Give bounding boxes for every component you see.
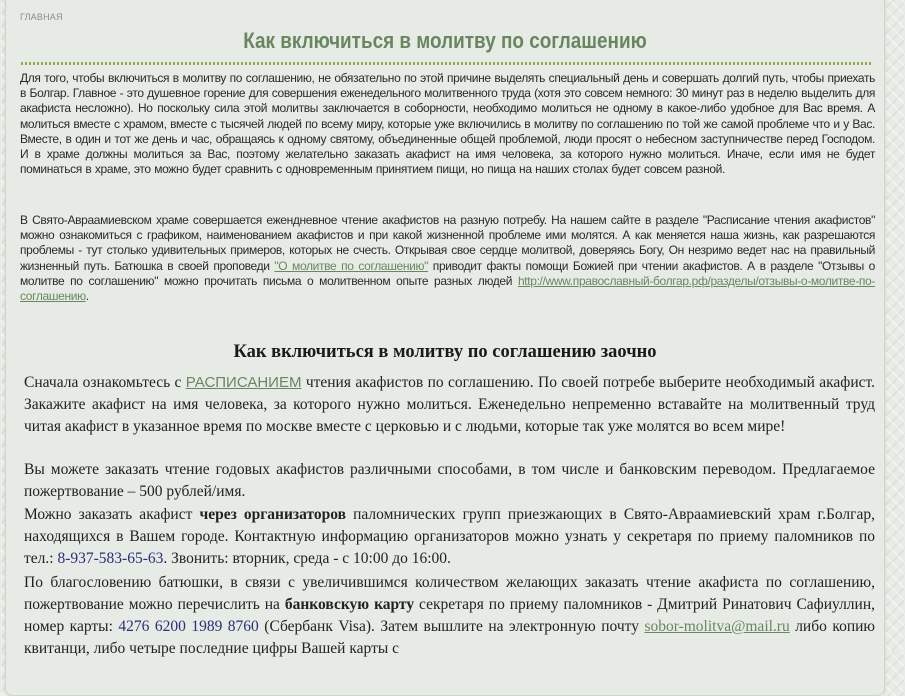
phone-number[interactable]: 8-937-583-65-63 bbox=[57, 550, 164, 567]
s4-text-b: секретаря по приему паломников - Дмитрий Ринатович Сафиуллин, номер карты: bbox=[24, 596, 875, 635]
intro-text-2b: приводит факты помощи Божией при чтении акафистов. А в разделе "Отзывы о молитве по соглашению" можно прочитать письма о молитвенном опыте разных людей bbox=[20, 258, 875, 288]
page-title: Как включиться в молитву по соглашению bbox=[243, 28, 647, 53]
section-paragraph-1 bbox=[24, 372, 875, 438]
s4-text-a: По благословению батюшки, в связи с увеличившимся количеством желающих заказать чтение акафиста по соглашению, пожертвование можно перечислить на bbox=[24, 574, 875, 613]
title-divider bbox=[21, 62, 873, 65]
breadcrumb-home[interactable]: ГЛАВНАЯ bbox=[20, 12, 63, 22]
intro-paragraph-1 bbox=[20, 71, 875, 177]
schedule-link[interactable]: РАСПИСАНИЕМ bbox=[185, 374, 302, 391]
s3-text-c: . Звонить: вторник, среда - с 10:00 до 16:00. bbox=[163, 550, 451, 567]
content-panel bbox=[5, 0, 885, 696]
intro-text-1: Для того, чтобы включиться в молитву по соглашению, не обязательно по этой причине выделять специальный день и совершать долгий путь, чтобы приехать в Болгар. Главное - это душевное горение для совершения еженедельного молитвенного труда (хотя это совсем немного: 30 минут раз в неделю выделить для акафиста несложно). Но поскольку сила этой молитвы заключается в соборности, необходимо молиться не одному в какое-либо удобное для Вас время. А молиться вместе с храмом, вместе с тысячей людей по всему миру, которые уже включились в молитву по соглашению по той же самой проблеме что и у Вас. Вместе, в один и тот же день и час, обращаясь к одному святому, объединенные общей проблемой, люди просят о небесном заступничестве перед Господом. И в храме должны молиться за Вас, поэтому желательно заказать акафист на имя человека, за которого нужно молиться. Иначе, если имя не будет поминаться в храме, это можно будет сравнить с одновременным принятием пищи, но пища на наших столах будет совсем разной. bbox=[20, 71, 875, 177]
email-link[interactable]: sobor-molitva@mail.ru bbox=[644, 618, 790, 635]
section-paragraph-2 bbox=[24, 459, 875, 503]
s2-text: Вы можете заказать чтение годовых акафистов различными способами, в том числе и банковским переводом. Предлагаемое пожертвование – 500 рублей/имя. bbox=[24, 461, 875, 500]
s4-text-d: либо копию квитанци, либо четыре последние цифры Вашей карты с bbox=[24, 618, 876, 657]
intro-text-2a: В Свято-Авраамиевском храме совершается ежендневное чтение акафистов на разную потребу. На нашем сайте в разделе "Расписание чтения акафистов" можно ознакомиться с графиком, наименованием акафистов и при какой жизненной проблеме ими молятся. А как меняется наша жизнь, как разрешаются проблемы - тут столько удивительных примеров, которых не счесть. Открывая свое сердце молитвой, доверяясь Богу, Он незримо ведет нас на правильный жизненный путь. Батюшка в своей проповеди bbox=[20, 213, 875, 273]
s1-text-a: Сначала ознакомьтесь с bbox=[24, 374, 186, 391]
card-number: 4276 6200 1989 8760 bbox=[118, 618, 259, 635]
section-paragraph-3 bbox=[24, 504, 875, 570]
s1-text-b: чтения акафистов по соглашению. По своей потребе выберите необходимый акафист. Закажите акафист на имя человека, за которого нужно молиться. Еженедельно непременно вставайте на молитвенный труд читая акафист в указанное время по москве вместе с церковью и с людьми, которые так уже молятся во всем мире! bbox=[24, 374, 876, 435]
section-paragraph-4 bbox=[24, 572, 875, 660]
reviews-link[interactable]: http://www.православный-болгар.рф/разделы/отзывы-о-молитве-по-соглашению bbox=[20, 273, 875, 304]
s4-bold: банковскую карту bbox=[284, 596, 415, 613]
s3-text-b: паломнических групп приезжающих в Свято-Авраамиевский храм г.Болгар, находящихся в Вашем городе. Контактную информацию организаторов можно узнать у секретаря по приему паломников по тел.: bbox=[24, 506, 876, 567]
intro-text-2-end: . bbox=[85, 289, 89, 304]
s4-text-c: (Сбербанк Visa). Затем вышлите на электронную почту bbox=[258, 618, 645, 635]
section-heading: Как включиться в молитву по соглашению заочно bbox=[233, 342, 657, 362]
s3-text-a: Можно заказать акафист bbox=[24, 506, 200, 523]
s3-bold: через организаторов bbox=[199, 506, 347, 523]
intro-paragraph-2 bbox=[20, 213, 875, 304]
sermon-link[interactable]: "О молитве по соглашению" bbox=[274, 258, 429, 273]
